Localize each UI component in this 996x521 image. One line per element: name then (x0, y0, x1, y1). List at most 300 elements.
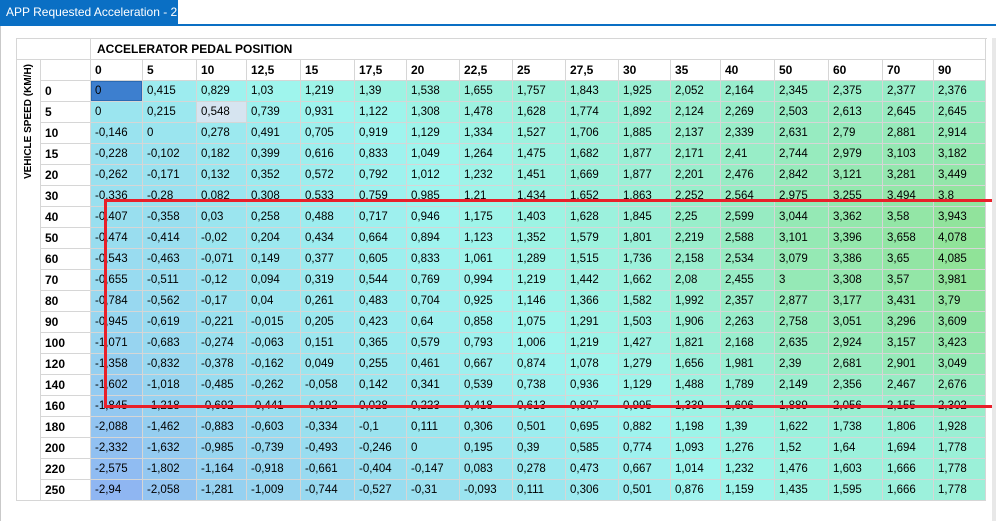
table-cell[interactable]: -0,407 (91, 207, 143, 228)
table-cell[interactable]: 2,376 (934, 81, 986, 102)
table-cell[interactable]: 0,149 (247, 249, 301, 270)
table-cell[interactable]: -0,31 (407, 480, 460, 501)
table-cell[interactable]: 2,345 (775, 81, 829, 102)
table-cell[interactable]: 3,981 (934, 270, 986, 291)
table-cell[interactable]: 1,366 (566, 291, 619, 312)
table-cell[interactable]: 0,082 (197, 186, 247, 207)
table-cell[interactable]: 1,906 (671, 312, 721, 333)
table-cell[interactable]: 1,334 (460, 123, 513, 144)
table-cell[interactable]: 0,03 (197, 207, 247, 228)
table-cell[interactable]: 0,548 (197, 102, 247, 123)
table-cell[interactable]: 3,281 (883, 165, 934, 186)
table-cell[interactable]: 0,572 (301, 165, 355, 186)
table-cell[interactable]: 3 (775, 270, 829, 291)
table-cell[interactable]: 1,39 (355, 81, 407, 102)
table-cell[interactable]: 1,595 (829, 480, 883, 501)
table-cell[interactable]: 1,527 (513, 123, 566, 144)
table-cell[interactable]: 3,423 (934, 333, 986, 354)
table-cell[interactable]: 1,129 (407, 123, 460, 144)
table-cell[interactable]: 1,778 (934, 438, 986, 459)
table-cell[interactable]: 0,223 (407, 396, 460, 417)
table-cell[interactable]: -0,463 (143, 249, 197, 270)
table-cell[interactable]: 1,64 (829, 438, 883, 459)
table-cell[interactable]: 0,739 (247, 102, 301, 123)
table-cell[interactable]: 1,662 (619, 270, 671, 291)
table-cell[interactable]: 2,877 (775, 291, 829, 312)
table-cell[interactable]: 2,681 (829, 354, 883, 375)
table-cell[interactable]: -0,985 (197, 438, 247, 459)
table-cell[interactable]: 3,051 (829, 312, 883, 333)
table-cell[interactable]: 2,124 (671, 102, 721, 123)
table-cell[interactable]: 3,255 (829, 186, 883, 207)
table-cell[interactable]: -0,102 (143, 144, 197, 165)
table-cell[interactable]: 1,279 (619, 354, 671, 375)
table-cell[interactable]: 1,538 (407, 81, 460, 102)
table-cell[interactable]: 1,129 (619, 375, 671, 396)
table-cell[interactable]: 0,919 (355, 123, 407, 144)
table-cell[interactable]: 0,882 (619, 417, 671, 438)
table-cell[interactable]: 2,975 (775, 186, 829, 207)
table-cell[interactable]: 1,682 (566, 144, 619, 165)
table-cell[interactable]: 0,829 (197, 81, 247, 102)
table-cell[interactable]: 1,291 (566, 312, 619, 333)
table-cell[interactable]: 2,631 (775, 123, 829, 144)
table-cell[interactable]: 0,613 (513, 396, 566, 417)
table-cell[interactable]: 1,434 (513, 186, 566, 207)
table-cell[interactable]: 2,269 (721, 102, 775, 123)
table-cell[interactable]: 1,666 (883, 480, 934, 501)
table-cell[interactable]: 1,219 (566, 333, 619, 354)
table-cell[interactable]: 0,664 (355, 228, 407, 249)
table-cell[interactable]: 0,579 (407, 333, 460, 354)
table-cell[interactable]: 1,877 (619, 144, 671, 165)
table-cell[interactable]: 3,943 (934, 207, 986, 228)
table-cell[interactable]: -1,602 (91, 375, 143, 396)
table-cell[interactable]: 0,667 (619, 459, 671, 480)
table-cell[interactable]: 1,845 (619, 207, 671, 228)
table-cell[interactable]: -0,171 (143, 165, 197, 186)
table-cell[interactable]: 0,195 (460, 438, 513, 459)
table-cell[interactable]: 2,455 (721, 270, 775, 291)
table-cell[interactable]: 0,931 (301, 102, 355, 123)
table-cell[interactable]: -0,358 (143, 207, 197, 228)
table-cell[interactable]: 0,365 (355, 333, 407, 354)
table-cell[interactable]: 0,738 (513, 375, 566, 396)
table-cell[interactable]: 1,656 (671, 354, 721, 375)
table-cell[interactable]: -0,378 (197, 354, 247, 375)
table-cell[interactable]: -1,632 (143, 438, 197, 459)
table-cell[interactable]: 0,142 (355, 375, 407, 396)
table-cell[interactable]: 2,339 (721, 123, 775, 144)
table-cell[interactable]: 0,717 (355, 207, 407, 228)
table-cell[interactable]: 2,881 (883, 123, 934, 144)
table-cell[interactable]: 0,308 (247, 186, 301, 207)
table-cell[interactable]: 2,79 (829, 123, 883, 144)
table-cell[interactable]: -2,575 (91, 459, 143, 480)
table-cell[interactable]: 3,396 (829, 228, 883, 249)
table-cell[interactable]: -0,619 (143, 312, 197, 333)
table-cell[interactable]: 1,078 (566, 354, 619, 375)
table-cell[interactable]: 1,478 (460, 102, 513, 123)
table-cell[interactable]: 3,121 (829, 165, 883, 186)
table-cell[interactable]: 1,232 (721, 459, 775, 480)
table-cell[interactable]: 0,473 (566, 459, 619, 480)
table-cell[interactable]: 2,149 (775, 375, 829, 396)
table-cell[interactable]: 1,03 (247, 81, 301, 102)
table-cell[interactable]: -2,94 (91, 480, 143, 501)
table-cell[interactable]: -0,221 (197, 312, 247, 333)
table-cell[interactable]: 0,205 (301, 312, 355, 333)
table-cell[interactable]: 2,052 (671, 81, 721, 102)
table-cell[interactable]: -1,281 (197, 480, 247, 501)
table-cell[interactable]: 2,155 (883, 396, 934, 417)
table-cell[interactable]: -1,164 (197, 459, 247, 480)
table-cell[interactable]: 3,386 (829, 249, 883, 270)
table-cell[interactable]: 2,924 (829, 333, 883, 354)
table-cell[interactable]: 0,491 (247, 123, 301, 144)
table-cell[interactable]: 3,58 (883, 207, 934, 228)
table-cell[interactable]: 2,39 (775, 354, 829, 375)
table-cell[interactable]: 2,263 (721, 312, 775, 333)
table-cell[interactable]: 1,006 (513, 333, 566, 354)
table-cell[interactable]: 0,415 (143, 81, 197, 102)
table-cell[interactable]: 2,476 (721, 165, 775, 186)
table-cell[interactable]: -2,058 (143, 480, 197, 501)
table-cell[interactable]: 0 (91, 81, 143, 102)
table-cell[interactable]: 3,177 (829, 291, 883, 312)
table-cell[interactable]: 1,175 (460, 207, 513, 228)
table-cell[interactable]: 0,094 (247, 270, 301, 291)
table-cell[interactable]: 2,219 (671, 228, 721, 249)
table-cell[interactable]: 1,666 (883, 459, 934, 480)
table-cell[interactable]: 1,736 (619, 249, 671, 270)
table-cell[interactable]: -0,274 (197, 333, 247, 354)
table-cell[interactable]: 1,198 (671, 417, 721, 438)
table-cell[interactable]: 0,585 (566, 438, 619, 459)
table-cell[interactable]: 0,894 (407, 228, 460, 249)
table-cell[interactable]: 3,431 (883, 291, 934, 312)
table-cell[interactable]: 1,628 (566, 207, 619, 228)
table-cell[interactable]: -0,562 (143, 291, 197, 312)
table-cell[interactable]: 1,877 (619, 165, 671, 186)
table-cell[interactable]: 1,21 (460, 186, 513, 207)
table-cell[interactable]: -0,336 (91, 186, 143, 207)
table-cell[interactable]: 2,467 (883, 375, 934, 396)
table-cell[interactable]: 2,171 (671, 144, 721, 165)
table-cell[interactable]: 0,488 (301, 207, 355, 228)
table-cell[interactable]: 2,979 (829, 144, 883, 165)
table-cell[interactable]: 0,792 (355, 165, 407, 186)
table-cell[interactable]: -0,661 (301, 459, 355, 480)
table-cell[interactable]: 0,774 (619, 438, 671, 459)
table-cell[interactable]: 0,049 (301, 354, 355, 375)
table-cell[interactable]: 2,252 (671, 186, 721, 207)
table-cell[interactable]: 0,341 (407, 375, 460, 396)
table-cell[interactable]: 0,028 (355, 396, 407, 417)
table-cell[interactable]: -0,093 (460, 480, 513, 501)
table-cell[interactable]: 1,655 (460, 81, 513, 102)
table-cell[interactable]: -1,845 (91, 396, 143, 417)
table-cell[interactable]: 3,182 (934, 144, 986, 165)
table-cell[interactable]: 0,306 (566, 480, 619, 501)
table-cell[interactable]: 1,628 (513, 102, 566, 123)
table-cell[interactable]: 3,449 (934, 165, 986, 186)
table-cell[interactable]: 0,985 (407, 186, 460, 207)
table-cell[interactable]: 0,306 (460, 417, 513, 438)
vertical-scrollbar[interactable] (992, 38, 996, 521)
table-cell[interactable]: 2,158 (671, 249, 721, 270)
table-cell[interactable]: 4,078 (934, 228, 986, 249)
table-cell[interactable]: 3,609 (934, 312, 986, 333)
table-cell[interactable]: 2,201 (671, 165, 721, 186)
table-cell[interactable]: 3,308 (829, 270, 883, 291)
tab-app-requested-acceleration[interactable]: APP Requested Acceleration - 2 (0, 0, 178, 24)
table-cell[interactable]: 1,219 (513, 270, 566, 291)
table-cell[interactable]: 0,377 (301, 249, 355, 270)
table-cell[interactable]: 3,362 (829, 207, 883, 228)
table-cell[interactable]: -1,071 (91, 333, 143, 354)
table-cell[interactable]: 3,079 (775, 249, 829, 270)
table-cell[interactable]: 1,801 (619, 228, 671, 249)
table-cell[interactable]: 3,658 (883, 228, 934, 249)
table-cell[interactable]: -0,162 (247, 354, 301, 375)
table-cell[interactable]: 0,483 (355, 291, 407, 312)
table-cell[interactable]: 3,157 (883, 333, 934, 354)
table-cell[interactable]: -0,246 (355, 438, 407, 459)
table-cell[interactable]: 1,694 (883, 438, 934, 459)
table-cell[interactable]: 2,744 (775, 144, 829, 165)
table-cell[interactable]: -0,918 (247, 459, 301, 480)
table-cell[interactable]: 0,278 (197, 123, 247, 144)
table-cell[interactable]: 0,132 (197, 165, 247, 186)
table-cell[interactable]: 1,232 (460, 165, 513, 186)
table-cell[interactable]: -0,945 (91, 312, 143, 333)
table-cell[interactable]: 3,296 (883, 312, 934, 333)
table-cell[interactable]: 2,645 (883, 102, 934, 123)
table-cell[interactable]: 0,258 (247, 207, 301, 228)
table-cell[interactable]: 1,476 (775, 459, 829, 480)
table-cell[interactable]: -0,655 (91, 270, 143, 291)
table-cell[interactable]: 1,503 (619, 312, 671, 333)
table-cell[interactable]: 1,39 (721, 417, 775, 438)
table-cell[interactable]: 1,863 (619, 186, 671, 207)
table-cell[interactable]: -1,218 (143, 396, 197, 417)
table-cell[interactable]: -0,414 (143, 228, 197, 249)
table-cell[interactable]: 0,399 (247, 144, 301, 165)
table-cell[interactable]: 2,613 (829, 102, 883, 123)
table-cell[interactable]: 3,494 (883, 186, 934, 207)
table-cell[interactable]: 0,769 (407, 270, 460, 291)
table-cell[interactable]: -1,802 (143, 459, 197, 480)
table-cell[interactable]: -2,332 (91, 438, 143, 459)
table-cell[interactable]: 1,821 (671, 333, 721, 354)
table-cell[interactable]: 2,302 (934, 396, 986, 417)
table-cell[interactable]: -0,058 (301, 375, 355, 396)
table-cell[interactable]: 1,706 (566, 123, 619, 144)
table-cell[interactable]: 0,705 (301, 123, 355, 144)
table-cell[interactable]: -0,146 (91, 123, 143, 144)
table-cell[interactable]: 0 (91, 102, 143, 123)
table-cell[interactable]: 3,103 (883, 144, 934, 165)
table-cell[interactable]: 0,434 (301, 228, 355, 249)
table-cell[interactable]: -0,28 (143, 186, 197, 207)
table-cell[interactable]: 1,582 (619, 291, 671, 312)
table-cell[interactable]: 2,588 (721, 228, 775, 249)
table-cell[interactable]: 0,994 (460, 270, 513, 291)
table-cell[interactable]: 0,352 (247, 165, 301, 186)
table-cell[interactable]: 2,901 (883, 354, 934, 375)
table-cell[interactable]: 1,352 (513, 228, 566, 249)
table-cell[interactable]: 2,168 (721, 333, 775, 354)
table-cell[interactable]: 2,08 (671, 270, 721, 291)
table-cell[interactable]: 0,39 (513, 438, 566, 459)
table-cell[interactable]: 1,789 (721, 375, 775, 396)
table-cell[interactable]: 0,111 (407, 417, 460, 438)
table-cell[interactable]: 0,111 (513, 480, 566, 501)
table-cell[interactable]: 0,946 (407, 207, 460, 228)
table-cell[interactable]: 1,427 (619, 333, 671, 354)
table-cell[interactable]: 0,936 (566, 375, 619, 396)
table-cell[interactable]: -0,441 (247, 396, 301, 417)
table-cell[interactable]: 1,488 (671, 375, 721, 396)
table-cell[interactable]: -1,018 (143, 375, 197, 396)
table-cell[interactable]: 1,778 (934, 480, 986, 501)
table-cell[interactable]: -0,603 (247, 417, 301, 438)
table-cell[interactable]: 1,515 (566, 249, 619, 270)
table-cell[interactable]: 0,319 (301, 270, 355, 291)
table-cell[interactable]: 1,579 (566, 228, 619, 249)
table-cell[interactable]: 2,356 (829, 375, 883, 396)
table-cell[interactable]: 2,564 (721, 186, 775, 207)
table-cell[interactable]: 2,056 (829, 396, 883, 417)
table-cell[interactable]: 0,182 (197, 144, 247, 165)
table-cell[interactable]: 0,874 (513, 354, 566, 375)
table-cell[interactable]: 1,049 (407, 144, 460, 165)
table-cell[interactable]: 1,308 (407, 102, 460, 123)
table-cell[interactable]: 0,704 (407, 291, 460, 312)
table-cell[interactable]: 1,738 (829, 417, 883, 438)
table-cell[interactable]: 0,807 (566, 396, 619, 417)
table-cell[interactable]: 1,52 (775, 438, 829, 459)
table-cell[interactable]: 0,793 (460, 333, 513, 354)
table-cell[interactable]: 1,289 (513, 249, 566, 270)
table-cell[interactable]: 4,085 (934, 249, 986, 270)
table-cell[interactable]: 0,759 (355, 186, 407, 207)
table-cell[interactable]: 0,215 (143, 102, 197, 123)
table-cell[interactable]: 0,667 (460, 354, 513, 375)
table-cell[interactable]: 0,501 (513, 417, 566, 438)
table-cell[interactable]: -0,485 (197, 375, 247, 396)
table-cell[interactable]: 0,151 (301, 333, 355, 354)
table-cell[interactable]: 3,65 (883, 249, 934, 270)
table-cell[interactable]: -0,262 (91, 165, 143, 186)
table-cell[interactable]: 0,423 (355, 312, 407, 333)
table-cell[interactable]: 1,122 (355, 102, 407, 123)
table-cell[interactable]: 0,616 (301, 144, 355, 165)
table-cell[interactable]: -1,009 (247, 480, 301, 501)
table-cell[interactable]: 1,442 (566, 270, 619, 291)
table-cell[interactable]: 2,137 (671, 123, 721, 144)
table-cell[interactable]: -0,02 (197, 228, 247, 249)
table-cell[interactable]: 0,278 (513, 459, 566, 480)
table-cell[interactable]: 2,164 (721, 81, 775, 102)
table-cell[interactable]: 1,451 (513, 165, 566, 186)
table-cell[interactable]: 1,885 (619, 123, 671, 144)
table-cell[interactable]: -0,493 (301, 438, 355, 459)
table-cell[interactable]: -0,543 (91, 249, 143, 270)
table-cell[interactable]: 2,357 (721, 291, 775, 312)
table-cell[interactable]: 2,645 (934, 102, 986, 123)
table-cell[interactable]: -1,358 (91, 354, 143, 375)
table-cell[interactable]: 2,914 (934, 123, 986, 144)
table-cell[interactable]: -0,511 (143, 270, 197, 291)
table-cell[interactable]: 2,534 (721, 249, 775, 270)
table-cell[interactable]: 0,833 (355, 144, 407, 165)
table-cell[interactable]: 1,778 (934, 459, 986, 480)
table-cell[interactable]: 0,64 (407, 312, 460, 333)
table-cell[interactable]: 1,892 (619, 102, 671, 123)
table-cell[interactable]: -0,474 (91, 228, 143, 249)
table-cell[interactable]: -0,404 (355, 459, 407, 480)
table-cell[interactable]: 0 (143, 123, 197, 144)
table-cell[interactable]: 1,757 (513, 81, 566, 102)
table-cell[interactable]: 1,159 (721, 480, 775, 501)
table-cell[interactable]: 1,652 (566, 186, 619, 207)
table-cell[interactable]: 2,676 (934, 375, 986, 396)
table-cell[interactable]: 3,57 (883, 270, 934, 291)
table-cell[interactable]: -0,1 (355, 417, 407, 438)
table-cell[interactable]: 0,605 (355, 249, 407, 270)
table-cell[interactable]: -0,192 (301, 396, 355, 417)
table-cell[interactable]: 0,876 (671, 480, 721, 501)
table-cell[interactable]: 1,992 (671, 291, 721, 312)
table-cell[interactable]: -0,334 (301, 417, 355, 438)
table-cell[interactable]: 0,925 (460, 291, 513, 312)
table-cell[interactable]: 1,925 (619, 81, 671, 102)
table-cell[interactable]: 1,264 (460, 144, 513, 165)
table-cell[interactable]: 3,049 (934, 354, 986, 375)
table-cell[interactable]: 0,539 (460, 375, 513, 396)
table-cell[interactable]: -0,17 (197, 291, 247, 312)
table-cell[interactable]: 0,533 (301, 186, 355, 207)
table-cell[interactable]: 1,339 (671, 396, 721, 417)
table-cell[interactable]: -0,015 (247, 312, 301, 333)
table-cell[interactable]: 3,79 (934, 291, 986, 312)
table-cell[interactable]: 3,101 (775, 228, 829, 249)
table-cell[interactable]: 0,261 (301, 291, 355, 312)
table-cell[interactable]: 1,123 (460, 228, 513, 249)
table-cell[interactable]: 1,012 (407, 165, 460, 186)
table-cell[interactable]: 1,146 (513, 291, 566, 312)
table-cell[interactable]: -0,527 (355, 480, 407, 501)
table-cell[interactable]: -0,784 (91, 291, 143, 312)
table-cell[interactable]: 2,25 (671, 207, 721, 228)
table-cell[interactable]: 2,842 (775, 165, 829, 186)
table-cell[interactable]: 1,014 (671, 459, 721, 480)
table-cell[interactable]: 3,8 (934, 186, 986, 207)
table-cell[interactable]: 0,418 (460, 396, 513, 417)
table-cell[interactable]: 2,503 (775, 102, 829, 123)
table-cell[interactable]: -0,832 (143, 354, 197, 375)
table-cell[interactable]: 1,075 (513, 312, 566, 333)
table-cell[interactable]: 0,461 (407, 354, 460, 375)
table-cell[interactable]: 0,083 (460, 459, 513, 480)
table-cell[interactable]: 1,843 (566, 81, 619, 102)
table-cell[interactable]: 0,995 (619, 396, 671, 417)
table-cell[interactable]: 3,044 (775, 207, 829, 228)
table-cell[interactable]: 1,981 (721, 354, 775, 375)
table-cell[interactable]: 2,375 (829, 81, 883, 102)
